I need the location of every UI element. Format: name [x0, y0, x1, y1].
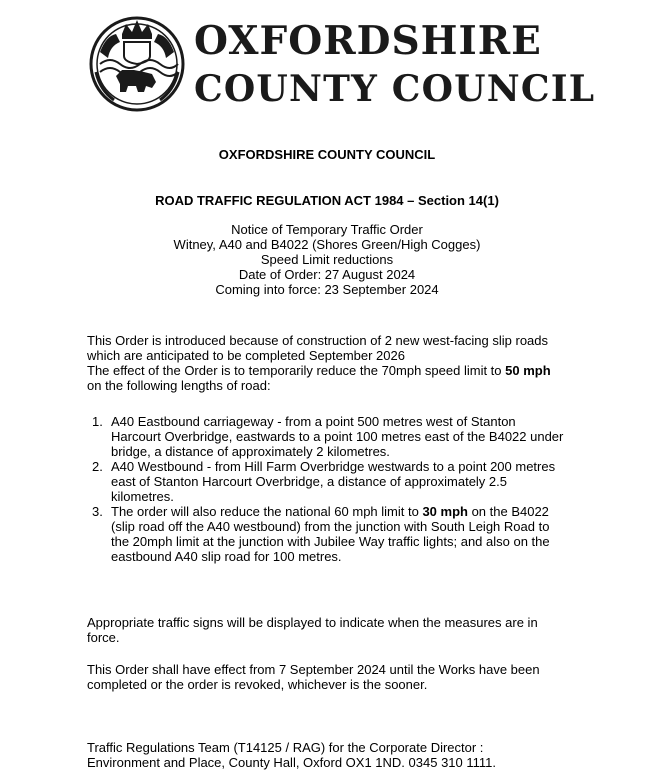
list-item-text-pre: The order will also reduce the national 60 mph limit to: [111, 504, 423, 519]
notice-location: Witney, A40 and B4022 (Shores Green/High Cogges): [173, 237, 481, 252]
wordmark-line-2: COUNTY COUNCIL: [194, 68, 596, 110]
list-item: [87, 459, 565, 504]
contact-paragraph: [87, 740, 565, 770]
contact-line-1: Traffic Regulations Team (T14125 / RAG) for the Corporate Director :: [87, 740, 484, 755]
notice-subject: Speed Limit reductions: [260, 252, 394, 267]
list-item-text-post: on the B4022 (slip road off the A40 westbound) from the junction with South Leigh Road to the 20mph limit at the junction with Jubilee Way traffic lights; and also on the eastbound A40 slip road for 100 metres.: [111, 504, 550, 564]
act-heading: ROAD TRAFFIC REGULATION ACT 1984 – Section 14(1): [155, 193, 499, 208]
intro-sentence-2-post: on the following lengths of road:: [87, 378, 271, 393]
contact-line-2: Environment and Place, County Hall, Oxford OX1 1ND. 0345 310 1111.: [87, 755, 497, 770]
wordmark-line-1: OXFORDSHIRE: [194, 18, 542, 64]
list-item-text: A40 Eastbound carriageway - from a point 500 metres west of Stanton Harcourt Overbridge, eastwards to a point 100 metres east of the B4022 under bridge, a distance of approximately 2 kilometres.: [111, 414, 564, 459]
list-item-number: 3.: [92, 504, 103, 519]
intro-speed-limit: 50 mph: [505, 363, 551, 378]
signs-paragraph: Appropriate traffic signs will be displayed to indicate when the measures are in force.: [87, 615, 538, 645]
effect-paragraph: This Order shall have effect from 7 September 2024 until the Works have been completed or the order is revoked, whichever is the sooner.: [87, 662, 540, 692]
council-wordmark: [194, 18, 596, 110]
intro-sentence-2-pre: The effect of the Order is to temporarily reduce the 70mph speed limit to: [87, 363, 506, 378]
council-heading: OXFORDSHIRE COUNTY COUNCIL: [218, 147, 436, 162]
road-list: [87, 414, 565, 564]
list-item-speed: 30 mph: [422, 504, 468, 519]
notice-order-date: Date of Order: 27 August 2024: [238, 267, 416, 282]
list-item: [87, 414, 565, 459]
notice-block: [0, 222, 654, 297]
header: [86, 12, 596, 112]
list-item-text: A40 Westbound - from Hill Farm Overbridge westwards to a point 200 metres east of Stanton Harcourt Overbridge, a distance of approximately 2.5 kilometres.: [111, 459, 556, 504]
intro-paragraph: [87, 333, 565, 393]
council-crest-logo: [86, 12, 188, 112]
notice-force-date: Coming into force: 23 September 2024: [215, 282, 439, 297]
list-item-number: 2.: [92, 459, 103, 474]
list-item-number: 1.: [92, 414, 103, 429]
list-item: [87, 504, 565, 564]
intro-sentence-1: This Order is introduced because of construction of 2 new west-facing slip roads which are anticipated to be completed September 2026: [87, 333, 549, 363]
notice-title: Notice of Temporary Traffic Order: [231, 222, 423, 237]
